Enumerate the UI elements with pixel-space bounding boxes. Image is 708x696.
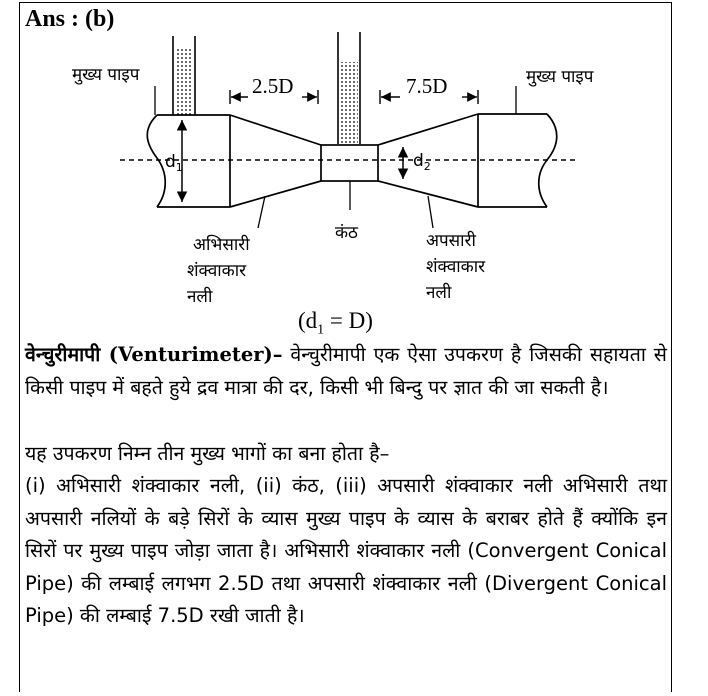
paragraph-parts-intro: यह उपकरण निम्न तीन मुख्य भागों का बना होता है–	[25, 442, 390, 465]
convergent-label-3: नली	[187, 287, 213, 307]
diameter-relation: $(d_1 = D)$	[298, 308, 373, 338]
divergent-label-3: नली	[426, 283, 452, 303]
main-pipe-left-label: मुख्य पाइप	[72, 65, 140, 85]
term-venturimeter: वेन्चुरीमापी (Venturimeter)–	[25, 343, 283, 366]
svg-text:d1: $d_1$	[165, 152, 183, 174]
svg-text:d2: $d_2$	[413, 151, 431, 173]
convergent-label-2: शंक्वाकार	[187, 261, 247, 281]
divergent-label-2: शंक्वाकार	[426, 257, 486, 277]
convergent-length-dimension	[230, 74, 318, 104]
piezometer-tube-throat	[338, 32, 360, 144]
divergent-length-dimension	[380, 74, 478, 104]
convergent-length-label: 2.5D	[252, 74, 294, 98]
answer-label: Ans : (b)	[25, 6, 115, 32]
convergent-label-1: अभिसारी	[193, 235, 250, 255]
inlet-diameter-dimension	[165, 120, 183, 202]
divergent-label-1: अपसारी	[426, 231, 476, 251]
main-pipe-right-label: मुख्य पाइप	[526, 67, 594, 87]
venturimeter-diagram	[0, 0, 708, 330]
paragraph-parts-detail: (i) अभिसारी शंक्वाकार नली, (ii) कंठ, (iii) अपसारी शंक्वाकार नली अभिसारी तथा अपसारी नलियों के बड़े सिरों के व्यास मुख्य पाइप के व्यास के बराबर होते हैं क्योंकि इन सिरों पर मुख्य पाइप जोड़ा जाता है। अभिसारी शंक्वाकार नली (Convergent Conical Pipe) की लम्बाई लगभग 2.5D तथा अपसारी शंक्वाकार नली (Divergent Conical Pipe) की लम्बाई 7.5D रखी जाती है।	[25, 474, 667, 627]
divergent-length-label: 7.5D	[406, 74, 448, 98]
throat-label: कंठ	[335, 223, 358, 243]
paragraph-definition: वेन्चुरीमापी (Venturimeter)– वेन्चुरीमापी एक ऐसा उपकरण है जिसकी सहायता से किसी पाइप में बहते हुये द्रव मात्रा की दर, किसी भी बिन्दु पर ज्ञात की जा सकती है।	[25, 343, 667, 399]
throat-diameter-dimension	[403, 147, 431, 179]
piezometer-tube-inlet	[173, 36, 195, 115]
